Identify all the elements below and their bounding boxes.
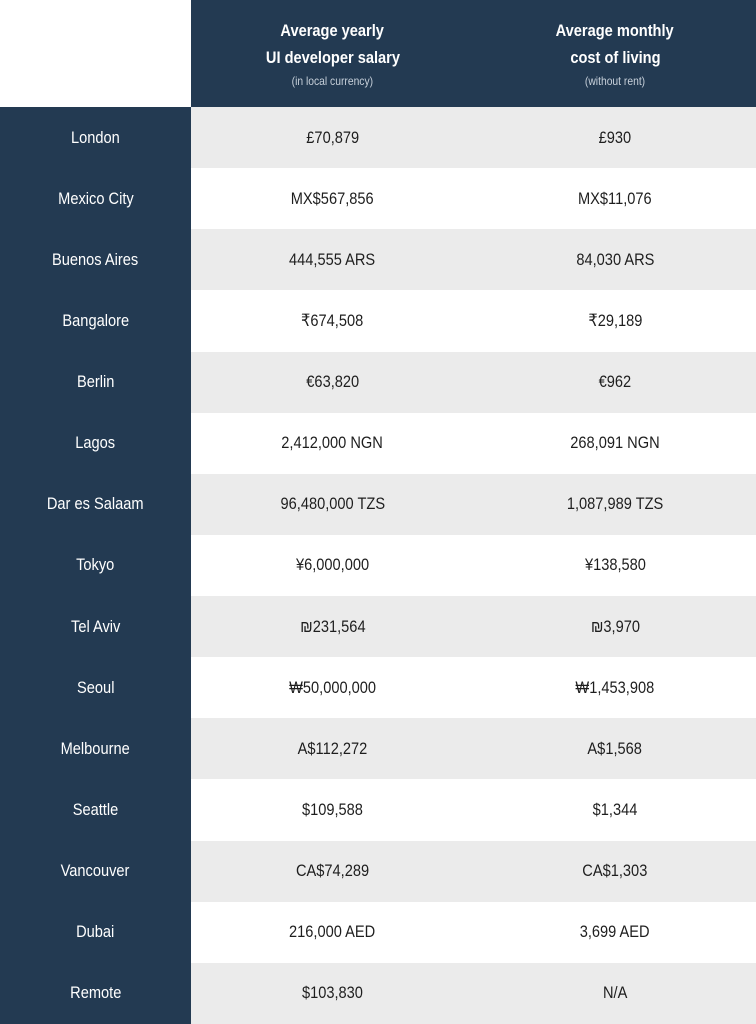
cost-value: A$1,568 bbox=[587, 738, 643, 758]
city-label: Berlin bbox=[76, 372, 115, 392]
city-cell bbox=[0, 229, 191, 290]
table-row bbox=[0, 963, 756, 1024]
salary-value: $109,588 bbox=[302, 799, 363, 819]
salary-value: $103,830 bbox=[302, 983, 363, 1003]
city-cell bbox=[0, 413, 191, 474]
table-header bbox=[0, 0, 756, 107]
cost-cell bbox=[474, 474, 756, 535]
city-label: Seattle bbox=[72, 799, 119, 819]
cost-value: 1,087,989 TZS bbox=[566, 494, 664, 514]
cost-value: €962 bbox=[598, 372, 632, 392]
table-row bbox=[0, 168, 756, 229]
cost-value: ₹29,189 bbox=[587, 310, 643, 330]
city-cell bbox=[0, 902, 191, 963]
city-label: Remote bbox=[69, 983, 122, 1003]
salary-cell bbox=[191, 779, 474, 840]
table-row bbox=[0, 107, 756, 168]
table-row bbox=[0, 902, 756, 963]
header-cost-line1: Average monthly bbox=[555, 21, 675, 40]
header-corner bbox=[0, 0, 191, 107]
salary-cell bbox=[191, 841, 474, 902]
table-row bbox=[0, 596, 756, 657]
table-row bbox=[0, 413, 756, 474]
salary-cell bbox=[191, 596, 474, 657]
city-cell bbox=[0, 657, 191, 718]
city-label: Seoul bbox=[76, 677, 115, 697]
cost-cell bbox=[474, 413, 756, 474]
salary-cell bbox=[191, 963, 474, 1024]
cost-cell bbox=[474, 535, 756, 596]
cost-cell bbox=[474, 657, 756, 718]
city-label: Bangalore bbox=[62, 310, 129, 330]
salary-cell bbox=[191, 474, 474, 535]
cost-value: ₪3,970 bbox=[590, 616, 640, 636]
cost-value: MX$11,076 bbox=[578, 188, 652, 208]
salary-cell bbox=[191, 229, 474, 290]
city-label: Vancouver bbox=[61, 861, 130, 881]
table-row bbox=[0, 841, 756, 902]
salary-value: 444,555 ARS bbox=[289, 249, 376, 269]
salary-cell bbox=[191, 902, 474, 963]
cost-cell bbox=[474, 902, 756, 963]
salary-value: CA$74,289 bbox=[295, 861, 370, 881]
salary-cell bbox=[191, 352, 474, 413]
table-row bbox=[0, 352, 756, 413]
cost-cell bbox=[474, 290, 756, 351]
header-cost-note: (without rent) bbox=[584, 74, 646, 88]
city-cell bbox=[0, 718, 191, 779]
header-salary bbox=[191, 0, 474, 107]
city-cell bbox=[0, 535, 191, 596]
salary-value: 96,480,000 TZS bbox=[280, 494, 385, 514]
cost-value: $1,344 bbox=[592, 799, 638, 819]
table-row bbox=[0, 229, 756, 290]
cost-value: N/A bbox=[602, 983, 628, 1003]
salary-value: 216,000 AED bbox=[289, 922, 376, 942]
city-cell bbox=[0, 168, 191, 229]
cost-value: 84,030 ARS bbox=[575, 249, 655, 269]
city-label: Lagos bbox=[75, 433, 116, 453]
city-label: Melbourne bbox=[60, 738, 131, 758]
city-label: Mexico City bbox=[57, 188, 134, 208]
cost-cell bbox=[474, 352, 756, 413]
salary-value: MX$567,856 bbox=[291, 188, 374, 208]
salary-value: ¥6,000,000 bbox=[295, 555, 370, 575]
city-cell bbox=[0, 474, 191, 535]
table-row bbox=[0, 779, 756, 840]
header-salary-line2: UI developer salary bbox=[265, 48, 400, 67]
salary-cell bbox=[191, 413, 474, 474]
city-cell bbox=[0, 963, 191, 1024]
salary-cell bbox=[191, 718, 474, 779]
cost-value: 3,699 AED bbox=[580, 922, 650, 942]
cost-cell bbox=[474, 841, 756, 902]
salary-value: £70,879 bbox=[306, 127, 359, 147]
salary-cell bbox=[191, 657, 474, 718]
header-salary-line1: Average yearly bbox=[280, 21, 385, 40]
cost-value: £930 bbox=[598, 127, 632, 147]
cost-cell bbox=[474, 963, 756, 1024]
cost-value: ₩1,453,908 bbox=[575, 677, 655, 697]
table-row bbox=[0, 290, 756, 351]
salary-value: €63,820 bbox=[306, 372, 359, 392]
salary-cell bbox=[191, 107, 474, 168]
cost-value: CA$1,303 bbox=[582, 861, 648, 881]
salary-value: ₪231,564 bbox=[299, 616, 366, 636]
cost-cell bbox=[474, 107, 756, 168]
cost-cell bbox=[474, 229, 756, 290]
header-cost-line2: cost of living bbox=[569, 48, 661, 67]
city-label: Tel Aviv bbox=[70, 616, 121, 636]
city-cell bbox=[0, 352, 191, 413]
city-cell bbox=[0, 596, 191, 657]
table-row bbox=[0, 657, 756, 718]
salary-cell bbox=[191, 290, 474, 351]
table-row bbox=[0, 535, 756, 596]
cost-cell bbox=[474, 718, 756, 779]
city-label: London bbox=[71, 127, 120, 147]
table-row bbox=[0, 474, 756, 535]
city-label: Buenos Aires bbox=[52, 249, 139, 269]
cost-cell bbox=[474, 779, 756, 840]
cost-cell bbox=[474, 596, 756, 657]
salary-cell bbox=[191, 168, 474, 229]
header-cost-of-living bbox=[474, 0, 756, 107]
cost-cell bbox=[474, 168, 756, 229]
salary-value: ₹674,508 bbox=[301, 310, 364, 330]
city-label: Dubai bbox=[76, 922, 115, 942]
city-label: Tokyo bbox=[76, 555, 115, 575]
city-cell bbox=[0, 779, 191, 840]
cost-value: ¥138,580 bbox=[584, 555, 646, 575]
salary-value: ₩50,000,000 bbox=[289, 677, 376, 697]
city-cell bbox=[0, 841, 191, 902]
salary-value: A$112,272 bbox=[297, 738, 368, 758]
header-salary-note: (in local currency) bbox=[291, 74, 374, 88]
salary-value: 2,412,000 NGN bbox=[281, 433, 384, 453]
salary-cell bbox=[191, 535, 474, 596]
table-body bbox=[0, 107, 756, 1024]
city-label: Dar es Salaam bbox=[47, 494, 144, 514]
cost-value: 268,091 NGN bbox=[570, 433, 660, 453]
city-cell bbox=[0, 107, 191, 168]
city-cell bbox=[0, 290, 191, 351]
table-row bbox=[0, 718, 756, 779]
